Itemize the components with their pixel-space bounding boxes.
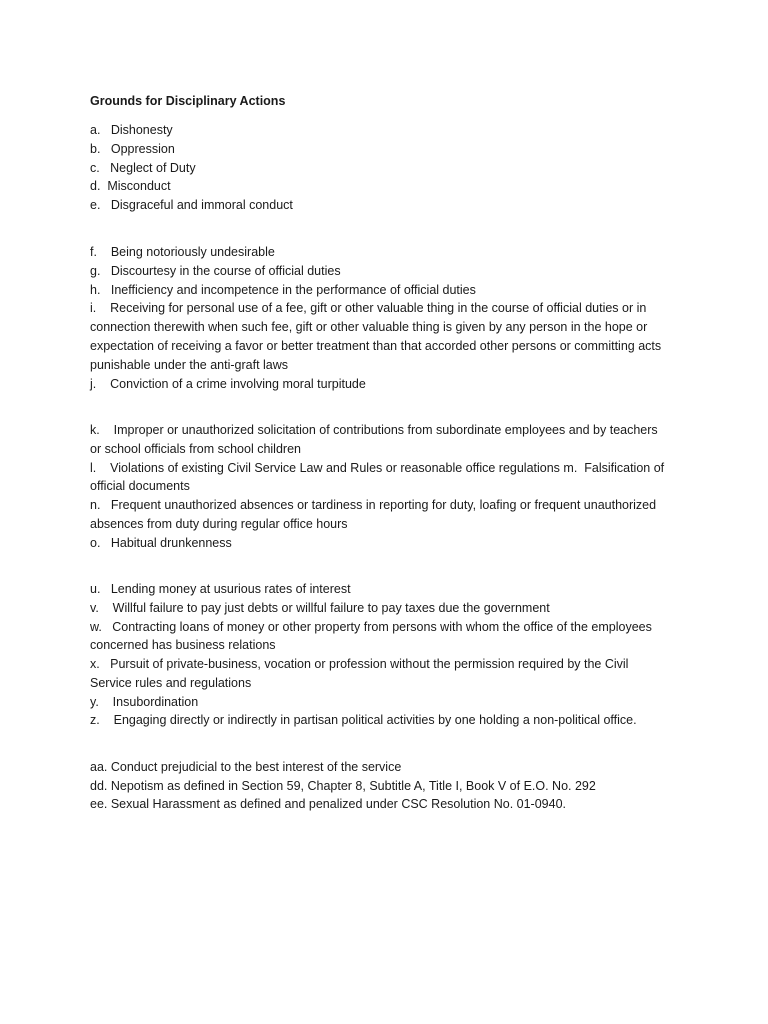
list-item: y. Insubordination — [90, 694, 199, 709]
list-item: w. Contracting loans of money or other property from persons with whom the office of the employees — [90, 619, 652, 634]
list-item: z. Engaging directly or indirectly in partisan political activities by one holding a non-political office. — [90, 713, 637, 728]
grounds-group-a-to-e — [90, 121, 680, 215]
document-title: Grounds for Disciplinary Actions — [90, 94, 286, 108]
document-page — [90, 92, 680, 814]
list-item: x. Pursuit of private-business, vocation or profession without the permission required by the Civil — [90, 657, 629, 672]
list-item: c. Neglect of Duty — [90, 160, 196, 175]
list-item: a. Dishonesty — [90, 123, 173, 137]
list-item-continuation: connection therewith when such fee, gift or other valuable thing is given by any person in the hope or — [90, 320, 648, 335]
grounds-group-f-to-j — [90, 243, 680, 393]
list-item: dd. Nepotism as defined in Section 59, Chapter 8, Subtitle A, Title I, Book V of E.O. No. 292 — [90, 778, 596, 793]
list-item-continuation: expectation of receiving a favor or better treatment than that accorded other persons or committing acts — [90, 338, 662, 353]
list-item: aa. Conduct prejudicial to the best interest of the service — [90, 759, 402, 774]
list-item: l. Violations of existing Civil Service Law and Rules or reasonable office regulations m. Falsification of — [90, 460, 665, 475]
list-item-continuation: concerned has business relations — [90, 638, 276, 653]
list-item: k. Improper or unauthorized solicitation of contributions from subordinate employees and by teachers — [90, 423, 658, 438]
list-item: h. Inefficiency and incompetence in the performance of official duties — [90, 282, 476, 297]
grounds-group-u-to-z — [90, 580, 680, 730]
grounds-group-aa-to-ee — [90, 758, 680, 814]
list-item-continuation: official documents — [90, 479, 190, 494]
list-item: n. Frequent unauthorized absences or tardiness in reporting for duty, loafing or frequent unauthorized — [90, 498, 657, 513]
list-item: v. Willful failure to pay just debts or willful failure to pay taxes due the government — [90, 600, 550, 615]
list-item-continuation: absences from duty during regular office hours — [90, 516, 348, 531]
list-item: d. Misconduct — [90, 179, 171, 194]
list-item: e. Disgraceful and immoral conduct — [90, 198, 293, 213]
list-item-continuation: punishable under the anti-graft laws — [90, 357, 289, 372]
list-item-continuation: Service rules and regulations — [90, 675, 252, 690]
list-item: u. Lending money at usurious rates of interest — [90, 582, 351, 597]
list-item: i. Receiving for personal use of a fee, gift or other valuable thing in the course of official duties or in — [90, 301, 647, 316]
grounds-group-k-to-o — [90, 421, 680, 552]
list-item: o. Habitual drunkenness — [90, 535, 232, 550]
list-item: ee. Sexual Harassment as defined and penalized under CSC Resolution No. 01-0940. — [90, 797, 566, 812]
list-item: f. Being notoriously undesirable — [90, 244, 275, 259]
list-item: g. Discourtesy in the course of official duties — [90, 263, 341, 278]
list-item: j. Conviction of a crime involving moral turpitude — [90, 376, 366, 391]
list-item: b. Oppression — [90, 141, 175, 156]
list-item-continuation: or school officials from school children — [90, 442, 301, 457]
